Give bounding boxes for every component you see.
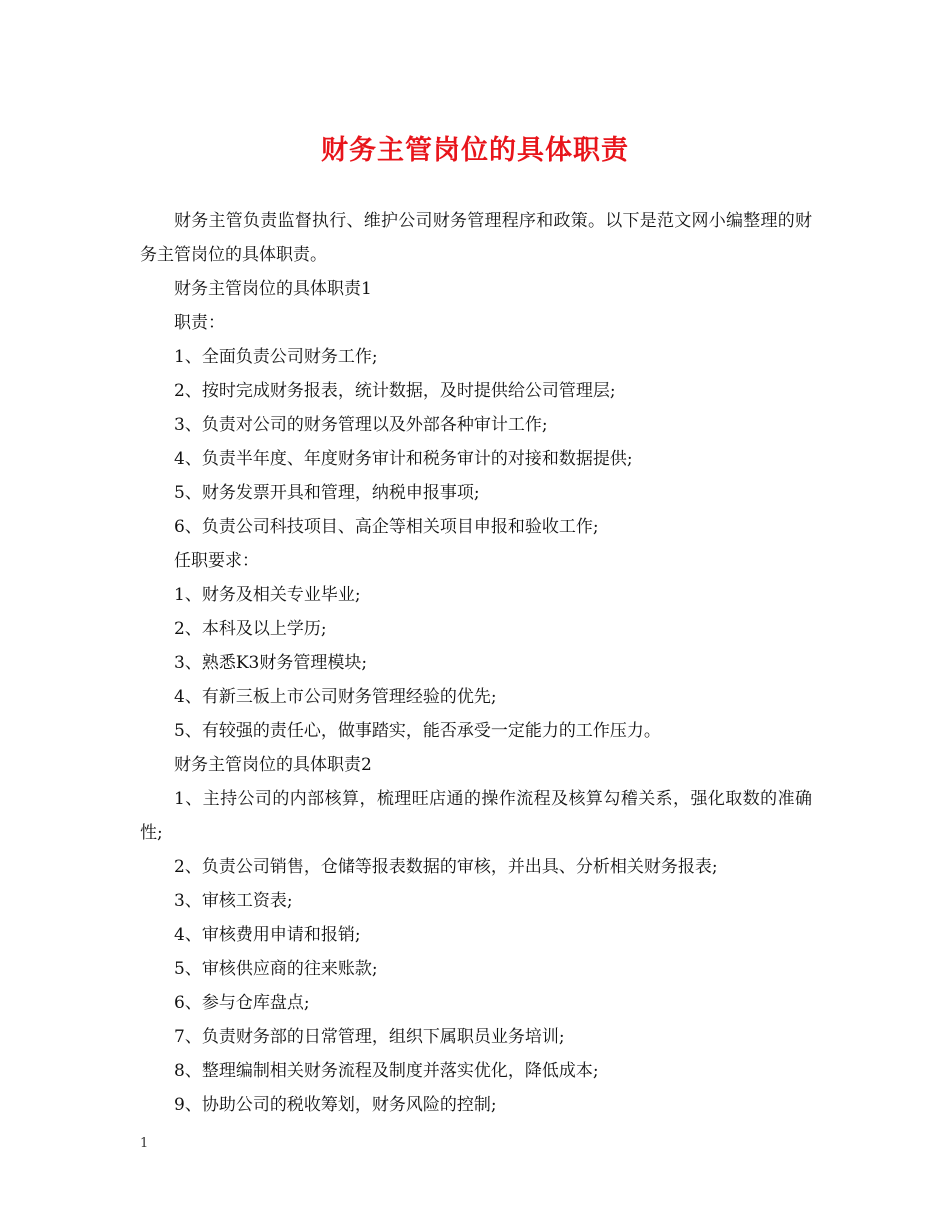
requirement-item: 3、熟悉K3财务管理模块;: [174, 653, 368, 673]
requirements-label: 任职要求：: [174, 551, 259, 571]
section2-item: 2、负责公司销售，仓储等报表数据的审核，并出具、分析相关财务报表;: [174, 857, 718, 877]
document-body: [140, 204, 812, 1122]
duties-label: 职责：: [174, 313, 225, 333]
duty-item: 3、负责对公司的财务管理以及外部各种审计工作;: [174, 415, 548, 435]
section1-heading: 财务主管岗位的具体职责1: [174, 279, 372, 299]
section2-item: 5、审核供应商的往来账款;: [174, 959, 378, 979]
section2-item: 4、审核费用申请和报销;: [174, 925, 361, 945]
section2-item: 9、协助公司的税收筹划，财务风险的控制;: [174, 1095, 497, 1115]
requirement-item: 4、有新三板上市公司财务管理经验的优先;: [174, 687, 497, 707]
duty-item: 5、财务发票开具和管理，纳税申报事项;: [174, 483, 480, 503]
duty-item: 6、负责公司科技项目、高企等相关项目申报和验收工作;: [174, 517, 599, 537]
requirement-item: 2、本科及以上学历;: [174, 619, 327, 639]
section2-heading: 财务主管岗位的具体职责2: [174, 755, 372, 775]
duty-item: 1、全面负责公司财务工作;: [174, 347, 378, 367]
section2-item: 7、负责财务部的日常管理，组织下属职员业务培训;: [174, 1027, 565, 1047]
section2-item: 3、审核工资表;: [174, 891, 293, 911]
intro-paragraph: 财务主管负责监督执行、维护公司财务管理程序和政策。以下是范文网小编整理的财务主管岗位的具体职责。: [140, 211, 812, 265]
section2-item: 6、参与仓库盘点;: [174, 993, 310, 1013]
duty-item: 2、按时完成财务报表，统计数据，及时提供给公司管理层;: [174, 381, 616, 401]
section2-item: 1、主持公司的内部核算，梳理旺店通的操作流程及核算勾稽关系，强化取数的准确性;: [140, 789, 812, 843]
document-title: 财务主管岗位的具体职责: [321, 135, 629, 166]
section2-item: 8、整理编制相关财务流程及制度并落实优化，降低成本;: [174, 1061, 599, 1081]
page-number: 1: [140, 1136, 149, 1151]
requirement-item: 5、有较强的责任心，做事踏实，能否承受一定能力的工作压力。: [174, 721, 661, 741]
duty-item: 4、负责半年度、年度财务审计和税务审计的对接和数据提供;: [174, 449, 633, 469]
requirement-item: 1、财务及相关专业毕业;: [174, 585, 361, 605]
